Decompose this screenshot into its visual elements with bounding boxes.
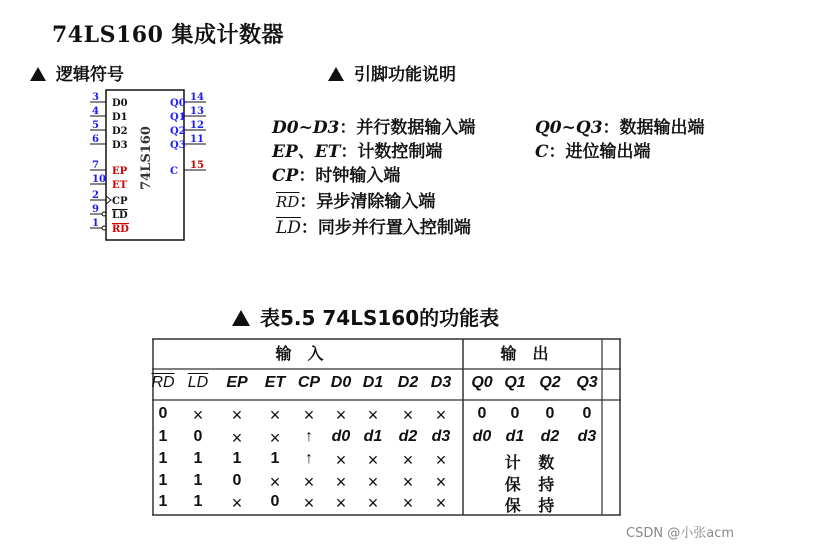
pin-label: EP: [112, 166, 128, 177]
table-cell: ×: [231, 493, 243, 513]
pin-number: 9: [92, 204, 99, 215]
function-table-title-text: 表5.5 74LS160的功能表: [260, 306, 500, 330]
table-cell: 1: [193, 472, 203, 489]
table-cell: ×: [335, 450, 347, 470]
column-header-d1: D1: [362, 374, 384, 391]
table-cell-merged: 计 数: [504, 453, 561, 472]
table-cell: 1: [193, 450, 203, 467]
table-cell: ×: [367, 493, 379, 513]
pin-number: 6: [92, 134, 99, 145]
pin-label: Q0: [170, 98, 186, 109]
pin-number: 2: [92, 190, 99, 201]
table-cell: d1: [505, 428, 525, 445]
table-cell: ×: [402, 450, 414, 470]
table-cell: d2: [398, 428, 418, 445]
table-cell: ×: [335, 405, 347, 425]
table-cell: ×: [402, 405, 414, 425]
table-cell: ×: [303, 493, 315, 513]
q-pins-label: Q0~Q3: [535, 118, 603, 138]
q-pins-desc: ：数据输出端: [602, 118, 705, 138]
table-cell: d1: [363, 428, 383, 445]
chip-logic-symbol: [80, 88, 220, 243]
table-cell: 0: [232, 472, 242, 489]
table-cell: ×: [435, 472, 447, 492]
column-header-q2: Q2: [539, 374, 561, 391]
chip-name-label: 74LS160: [139, 126, 154, 190]
pin-label: Q2: [170, 126, 186, 137]
c-pin-desc: ：进位输出端: [548, 142, 651, 162]
column-header-rd: $\overline{RD}$: [151, 374, 175, 391]
column-header-d0: D0: [330, 374, 352, 391]
table-cell: 0: [193, 428, 203, 445]
table-cell: ×: [231, 405, 243, 425]
pin-desc-cp: [272, 163, 400, 189]
triangle-bullet-icon: [328, 67, 344, 81]
column-header-d2: D2: [397, 374, 419, 391]
pin-number: 5: [92, 120, 99, 131]
table-cell: ×: [303, 405, 315, 425]
table-cell: 1: [158, 428, 168, 445]
table-cell: d3: [577, 428, 597, 445]
column-header-q3: Q3: [576, 374, 598, 391]
logic-symbol-heading-text: 逻辑符号: [56, 65, 124, 85]
pin-label: Q1: [170, 112, 186, 123]
table-cell: d0: [331, 428, 351, 445]
table-cell: 1: [158, 472, 168, 489]
table-cell: ×: [402, 472, 414, 492]
pin-label: RD: [112, 224, 129, 235]
d-pins-desc: ：并行数据输入端: [339, 118, 476, 138]
pin-label: LD: [112, 210, 128, 221]
table-cell: 1: [270, 450, 280, 467]
pin-number: 7: [92, 160, 99, 171]
ld-pin-label: $\overline{LD}$: [276, 218, 301, 238]
table-cell: ×: [335, 493, 347, 513]
pin-function-heading-text: 引脚功能说明: [354, 65, 456, 85]
column-header-q1: Q1: [504, 374, 526, 391]
output-header: 输出: [500, 344, 565, 363]
table-cell: 1: [193, 493, 203, 510]
table-cell: ×: [335, 472, 347, 492]
pin-desc-c: [535, 139, 651, 165]
table-cell: 0: [270, 493, 280, 510]
pin-number: 12: [190, 120, 204, 131]
table-cell: 0: [158, 405, 168, 422]
pin-number: 3: [92, 92, 99, 103]
pin-desc-ld: [276, 215, 471, 241]
pin-desc-d: [272, 115, 475, 141]
pin-number: 10: [92, 174, 106, 185]
table-cell: ×: [269, 472, 281, 492]
table-cell: ×: [231, 428, 243, 448]
ld-pin-desc: ：同步并行置入控制端: [300, 218, 471, 238]
column-header-ep: EP: [226, 374, 248, 391]
triangle-bullet-icon: [232, 310, 250, 326]
pin-label: ET: [112, 180, 128, 191]
rd-pin-desc: ：异步清除输入端: [299, 192, 436, 212]
pin-number: 4: [92, 106, 99, 117]
table-cell: ↑: [305, 450, 313, 467]
table-cell: 1: [232, 450, 242, 467]
pin-number: 1: [92, 218, 99, 229]
column-header-cp: CP: [297, 374, 321, 391]
table-cell: 1: [158, 450, 168, 467]
watermark: CSDN @小张acm: [626, 526, 734, 541]
pin-label: D1: [112, 112, 128, 123]
table-cell: ×: [402, 493, 414, 513]
pin-number: 15: [190, 160, 204, 171]
inversion-bubble: [102, 226, 106, 230]
logic-symbol-heading: [30, 60, 124, 85]
table-cell: ↑: [305, 428, 313, 445]
table-cell: d3: [431, 428, 451, 445]
pin-label: D0: [112, 98, 128, 109]
ep-et-desc: ：计数控制端: [340, 142, 443, 162]
pin-number: 13: [190, 106, 204, 117]
table-cell: ×: [435, 450, 447, 470]
table-cell: ×: [269, 428, 281, 448]
cp-pin-label: CP: [272, 166, 299, 186]
pin-label: D2: [112, 126, 128, 137]
pin-label: C: [170, 166, 178, 177]
inversion-bubble: [102, 212, 106, 216]
table-cell: 1: [158, 493, 168, 510]
table-cell: d2: [540, 428, 560, 445]
table-cell: ×: [367, 450, 379, 470]
pin-label: Q3: [170, 140, 186, 151]
pin-function-heading: [328, 60, 456, 85]
column-header-q0: Q0: [471, 374, 493, 391]
table-cell: ×: [367, 405, 379, 425]
pin-desc-q: [535, 115, 705, 141]
ep-et-label: EP、ET: [272, 142, 341, 162]
pin-label: D3: [112, 140, 128, 151]
column-header-et: ET: [264, 374, 286, 391]
triangle-bullet-icon: [30, 67, 46, 81]
column-header-ld: $\overline{LD}$: [187, 374, 209, 391]
input-header: 输入: [275, 344, 340, 363]
table-cell: ×: [435, 405, 447, 425]
table-cell: ×: [269, 405, 281, 425]
table-cell: d0: [472, 428, 492, 445]
table-cell: 0: [545, 405, 555, 422]
pin-number: 14: [190, 92, 204, 103]
c-pin-label: C: [535, 142, 549, 162]
table-cell: 0: [477, 405, 487, 422]
table-cell: 0: [510, 405, 520, 422]
table-cell: ×: [367, 472, 379, 492]
pin-number: 11: [190, 134, 204, 145]
table-cell: 0: [582, 405, 592, 422]
table-cell-merged: 保 持: [504, 496, 561, 515]
table-cell: ×: [303, 472, 315, 492]
table-cell: ×: [192, 405, 204, 425]
cp-pin-desc: ：时钟输入端: [298, 166, 401, 186]
pin-desc-rd: [276, 189, 435, 215]
page-title: 74LS160 集成计数器: [52, 22, 285, 48]
pin-desc-ep-et: [272, 139, 442, 165]
column-header-d3: D3: [430, 374, 452, 391]
table-cell: ×: [435, 493, 447, 513]
pin-label: CP: [112, 196, 128, 207]
rd-pin-label: $\overline{RD}$: [276, 193, 300, 211]
function-table-title: [232, 302, 499, 331]
table-cell-merged: 保 持: [504, 475, 561, 494]
d-pins-label: D0~D3: [272, 118, 340, 138]
